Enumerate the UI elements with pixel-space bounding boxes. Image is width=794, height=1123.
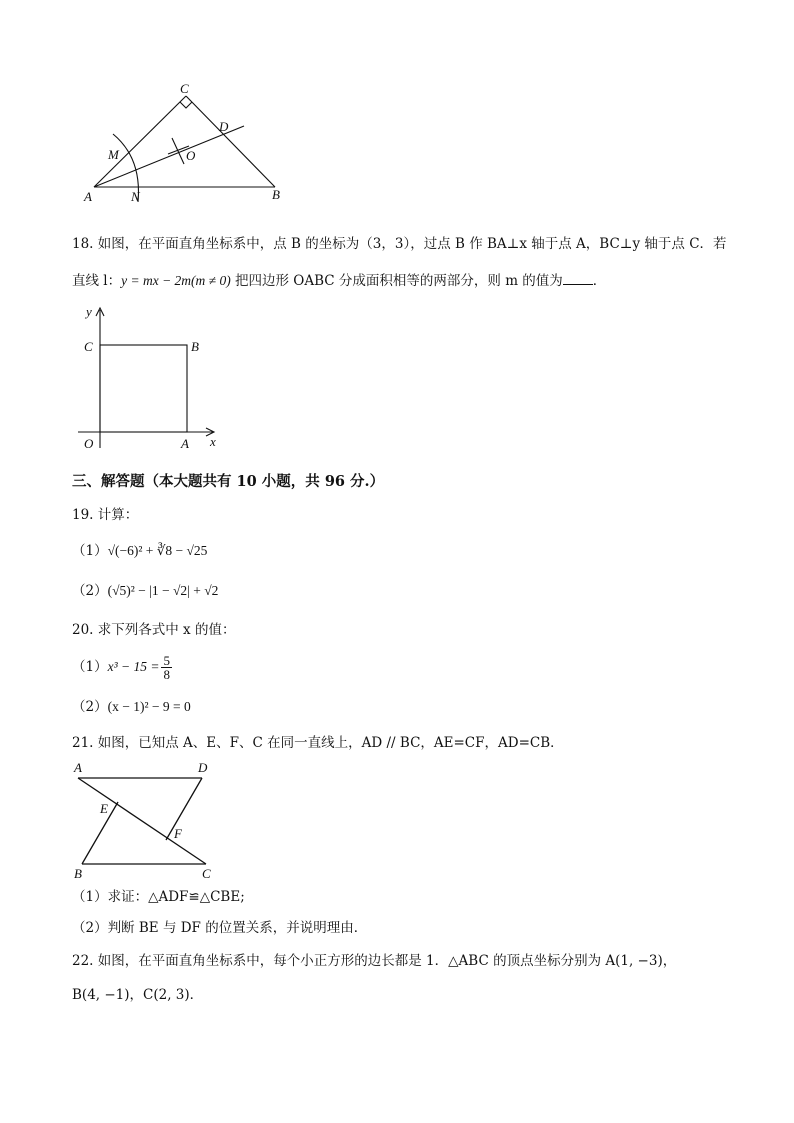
fraction-5-8: $\frac{5}{8}$: [163, 653, 170, 682]
label-A: A: [74, 760, 82, 775]
label-A: A: [84, 189, 92, 204]
q20-part2: （2）(x − 1)² − 9 = 0: [72, 699, 191, 715]
figure-q21-parallelograms: [70, 760, 230, 882]
section-title: 三、解答题（本大题共有 10 小题，共 96 分.）: [72, 473, 385, 490]
label-F: F: [174, 826, 182, 841]
q19-part1: （1）√(−6)² + ∛8 − √25: [72, 543, 208, 559]
label-C: C: [202, 866, 211, 881]
label-O: O: [84, 436, 94, 451]
label-C: C: [84, 339, 93, 354]
segment-AC: [78, 778, 206, 864]
square-OABC: [100, 345, 187, 432]
label-A: A: [181, 436, 189, 451]
q19-stem: 19. 计算：: [72, 507, 139, 523]
segment-AC: [94, 96, 186, 187]
label-y: y: [86, 304, 92, 319]
figure-q18-square: [74, 302, 234, 452]
q18-line2: 直线 l：y = mx − 2m(m ≠ 0) 把四边形 OABC 分成面积相等的两部分，则 m 的值为 ．: [72, 270, 606, 291]
answer-blank[interactable]: [563, 270, 593, 285]
q18-line1: 18. 如图，在平面直角坐标系中，点 B 的坐标为（3，3），过点 B 作 BA⊥x 轴于点 A，BC⊥y 轴于点 C．若: [72, 236, 727, 252]
q22-line1: 22. 如图，在平面直角坐标系中，每个小正方形的边长都是 1．△ABC 的顶点坐标分别为 A(1, −3)，: [72, 953, 677, 969]
q19-part2: （2）(√5)² − |1 − √2| + √2: [72, 583, 219, 599]
label-B: B: [74, 866, 82, 881]
q21-part1: （1）求证：△ADF≌△CBE;: [72, 889, 245, 905]
label-D: D: [219, 119, 229, 134]
label-B: B: [272, 187, 280, 202]
label-N: N: [131, 189, 140, 204]
q18-formula: y = mx − 2m(m ≠ 0): [121, 273, 231, 288]
right-angle-mark: [180, 102, 192, 108]
figure-q17-triangle: [80, 80, 300, 210]
segment-CB: [186, 96, 275, 187]
q20-part1: （1）x³ − 15 = $\frac{5}{8}$: [72, 653, 170, 682]
label-B: B: [191, 339, 199, 354]
q22-line2: B(4, −1)，C(2, 3)．: [72, 987, 204, 1003]
label-E: E: [100, 801, 108, 816]
q21-stem: 21. 如图，已知点 A、E、F、C 在同一直线上，AD // BC，AE=CF，AD=CB．: [72, 735, 564, 751]
label-D: D: [198, 760, 208, 775]
label-M: M: [108, 147, 119, 162]
q21-part2: （2）判断 BE 与 DF 的位置关系，并说明理由．: [72, 920, 368, 936]
label-O: O: [186, 148, 196, 163]
q20-stem: 20. 求下列各式中 x 的值：: [72, 622, 236, 638]
label-C: C: [180, 81, 189, 96]
label-x: x: [210, 434, 216, 449]
segment-DF: [166, 778, 202, 840]
